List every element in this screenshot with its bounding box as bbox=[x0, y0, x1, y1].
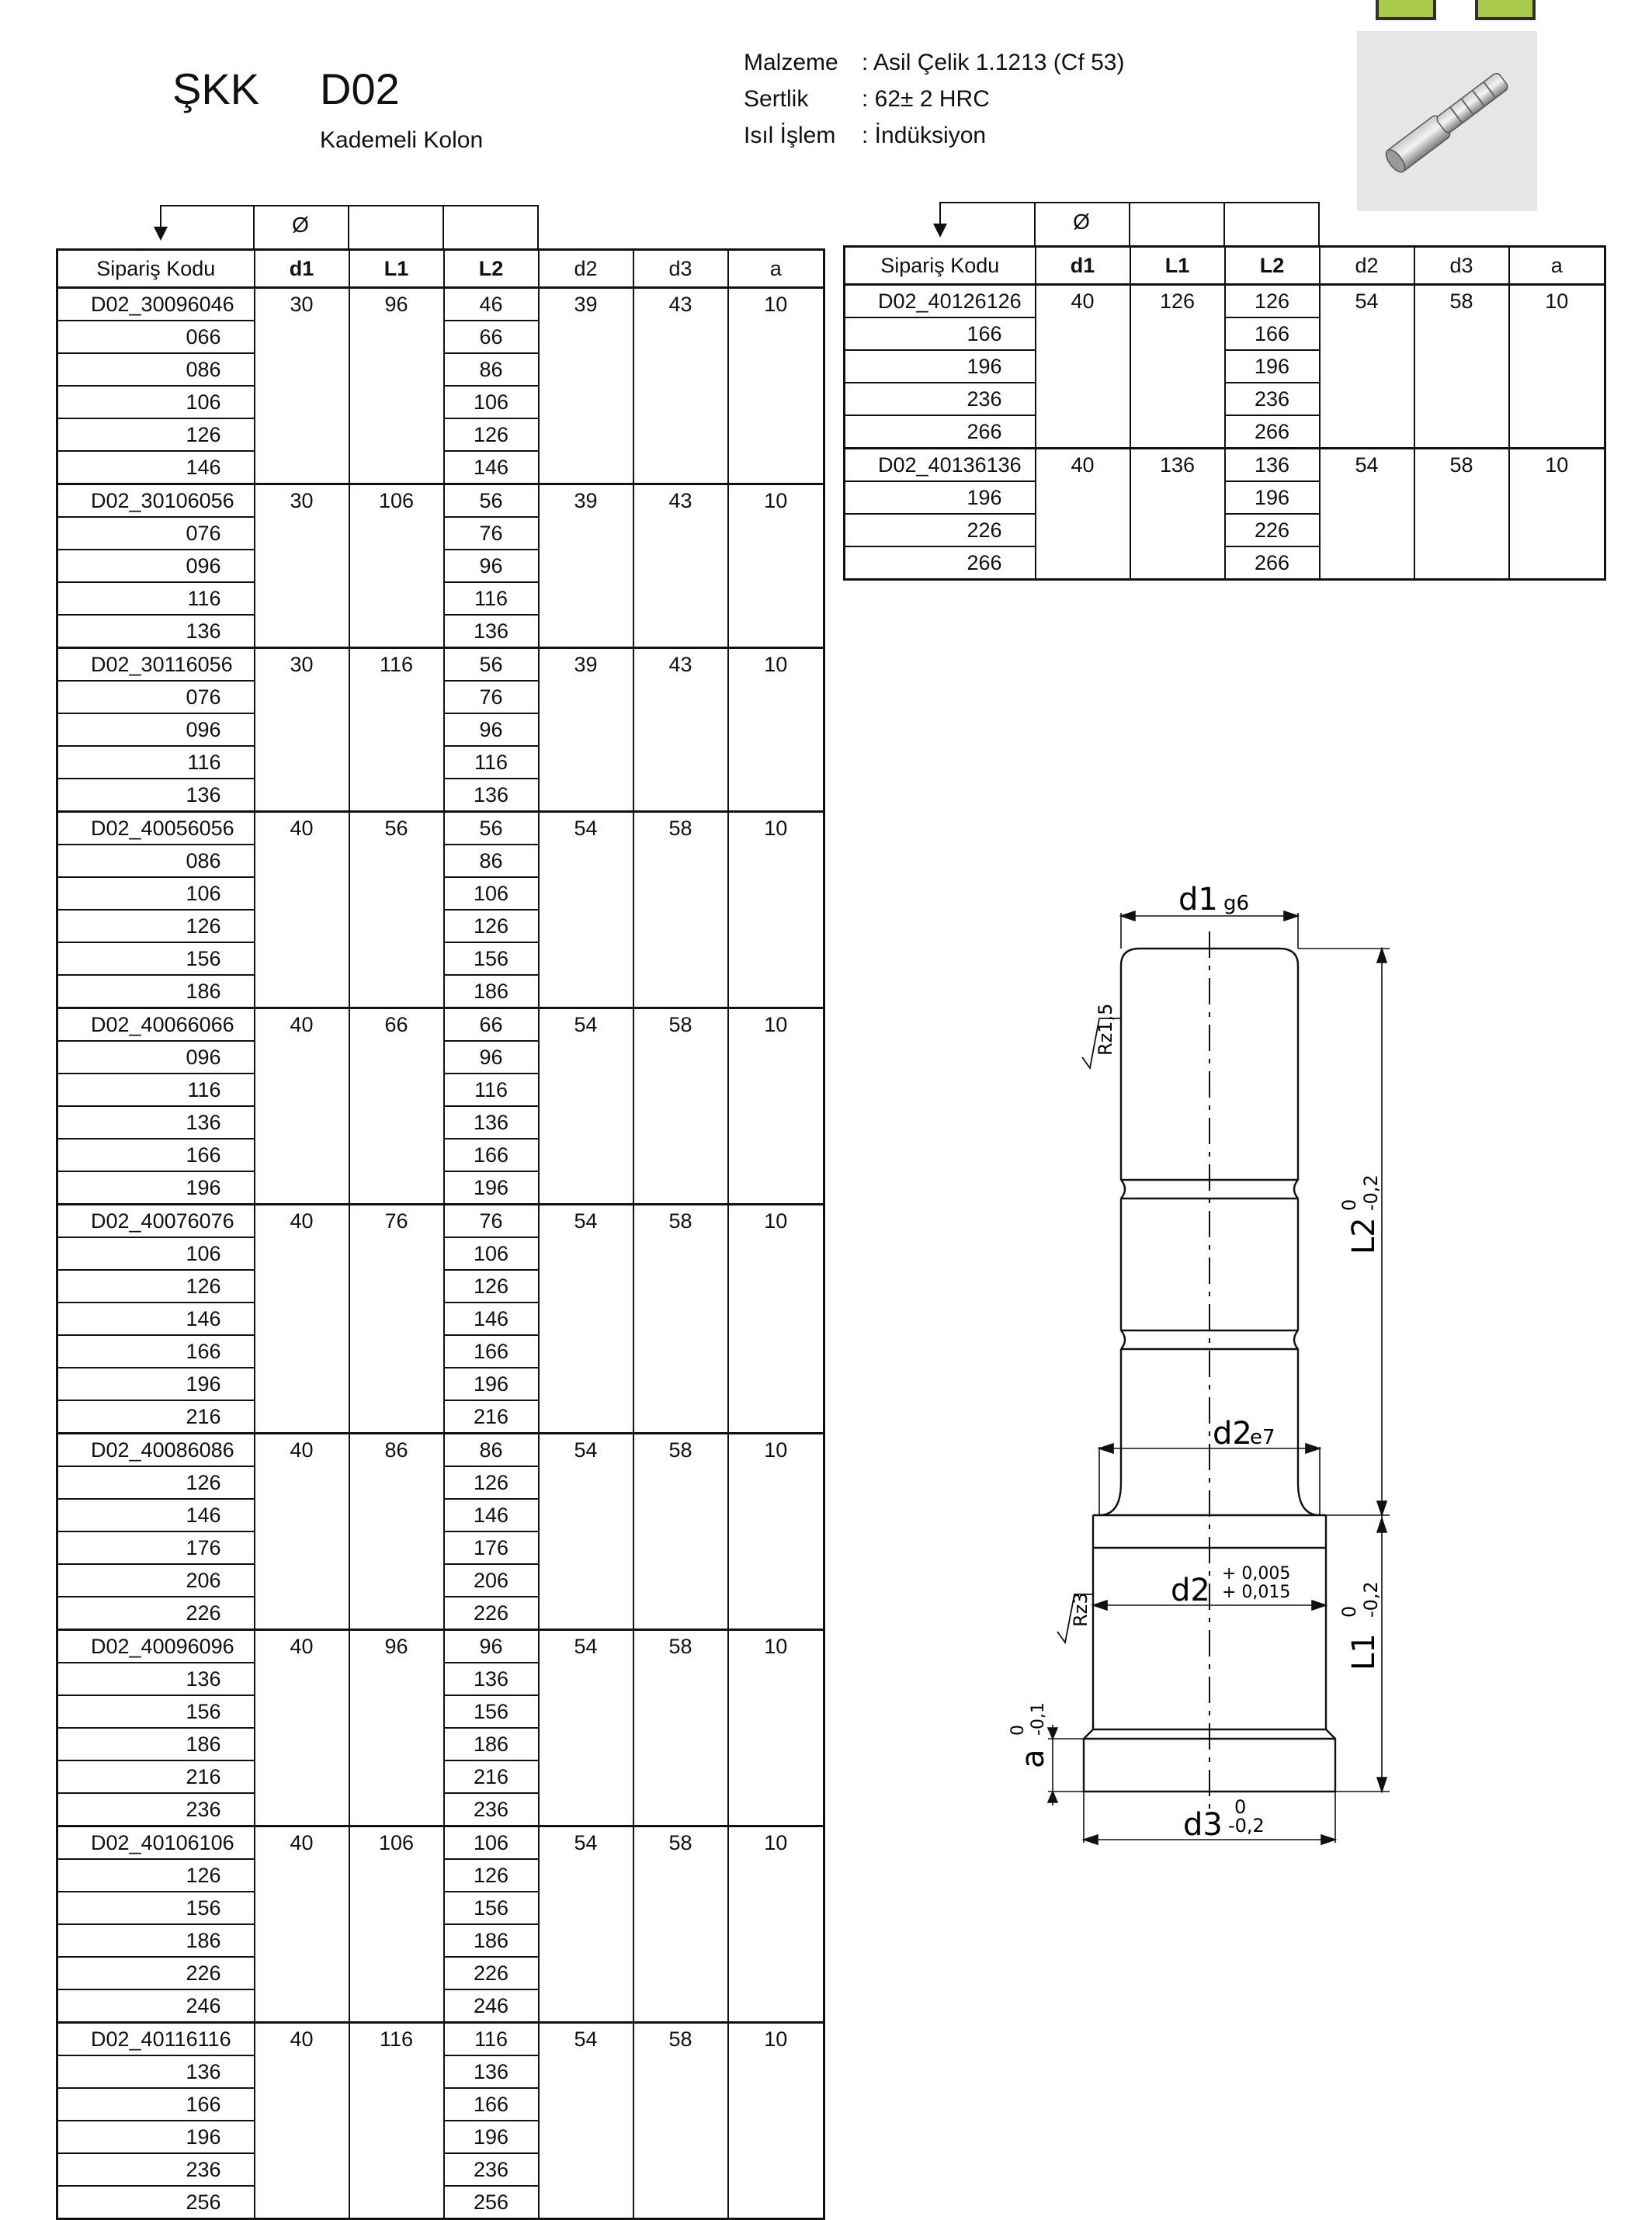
dim-d3: d3 bbox=[1183, 1807, 1223, 1843]
spec-table-right bbox=[843, 245, 1606, 581]
l2-cell: 166 bbox=[444, 2088, 539, 2121]
d2-cell: 54 bbox=[539, 1826, 633, 2023]
a-cell: 10 bbox=[728, 1826, 824, 2023]
col-d1: d1 bbox=[255, 250, 349, 288]
l2-cell: 136 bbox=[1225, 449, 1320, 482]
order-code-cell: 116 bbox=[57, 746, 255, 779]
d1-cell: 40 bbox=[1036, 285, 1130, 449]
l1-cell: 126 bbox=[1130, 285, 1225, 449]
table-row bbox=[57, 1630, 824, 1663]
l2-cell: 106 bbox=[444, 877, 539, 910]
d2-cell: 54 bbox=[539, 2023, 633, 2219]
l1-cell: 96 bbox=[349, 1630, 444, 1826]
l2-cell: 56 bbox=[444, 484, 539, 518]
property-label: Isıl İşlem bbox=[744, 123, 836, 148]
a-cell: 10 bbox=[728, 1434, 824, 1630]
order-code-cell: 086 bbox=[57, 845, 255, 877]
order-code-cell: 136 bbox=[57, 2055, 255, 2088]
order-code-cell: 066 bbox=[57, 321, 255, 353]
order-code-cell: 266 bbox=[845, 546, 1036, 580]
l2-cell: 266 bbox=[1225, 546, 1320, 580]
l2-cell: 216 bbox=[444, 1400, 539, 1434]
l1-cell: 106 bbox=[349, 484, 444, 648]
l2-cell: 156 bbox=[444, 1695, 539, 1728]
l1-cell: 56 bbox=[349, 812, 444, 1008]
l1-cell: 116 bbox=[349, 2023, 444, 2219]
rz-bottom: Rz3 bbox=[1070, 1592, 1092, 1627]
l2-cell: 106 bbox=[444, 386, 539, 418]
d2-cell: 39 bbox=[539, 648, 633, 812]
dim-l2-tol-lower: -0,2 bbox=[1360, 1174, 1382, 1211]
dim-d3-tol-lower: -0,2 bbox=[1228, 1815, 1265, 1837]
a-cell: 10 bbox=[728, 288, 824, 484]
dim-d2: d2 bbox=[1171, 1573, 1210, 1608]
table-row bbox=[57, 1205, 824, 1238]
dim-d2e: d2 bbox=[1213, 1416, 1252, 1452]
a-cell: 10 bbox=[728, 648, 824, 812]
col-d3: d3 bbox=[633, 250, 728, 288]
d3-cell: 58 bbox=[633, 812, 728, 1008]
order-code-cell: 106 bbox=[57, 877, 255, 910]
order-code-cell: 236 bbox=[57, 1793, 255, 1826]
order-code-cell: 146 bbox=[57, 1303, 255, 1335]
order-code-cell: 216 bbox=[57, 1760, 255, 1793]
phi-divider bbox=[442, 205, 444, 248]
a-cell: 10 bbox=[728, 1205, 824, 1434]
phi-divider bbox=[348, 205, 349, 248]
d3-cell: 58 bbox=[633, 1434, 728, 1630]
l2-cell: 226 bbox=[444, 1597, 539, 1630]
d2-cell: 54 bbox=[1320, 449, 1414, 580]
order-code-cell: 246 bbox=[57, 1989, 255, 2023]
order-code-cell: 176 bbox=[57, 1531, 255, 1564]
order-code-cell: 126 bbox=[57, 1270, 255, 1303]
brand-name: ŞKK bbox=[172, 64, 260, 113]
col-d2: d2 bbox=[1320, 247, 1414, 285]
order-code-cell: 136 bbox=[57, 1106, 255, 1139]
l2-cell: 236 bbox=[444, 2153, 539, 2186]
order-code-cell: 206 bbox=[57, 1564, 255, 1597]
l2-cell: 136 bbox=[444, 1663, 539, 1695]
a-cell: 10 bbox=[1509, 285, 1605, 449]
a-cell: 10 bbox=[728, 812, 824, 1008]
l2-cell: 146 bbox=[444, 1499, 539, 1531]
product-subtitle: Kademeli Kolon bbox=[320, 127, 484, 153]
l2-cell: 186 bbox=[444, 1924, 539, 1957]
l1-cell: 86 bbox=[349, 1434, 444, 1630]
property-value: : Asil Çelik 1.1213 (Cf 53) bbox=[862, 50, 1125, 75]
order-code-cell: 196 bbox=[57, 1171, 255, 1205]
d2-cell: 54 bbox=[539, 1434, 633, 1630]
order-code-cell: 136 bbox=[57, 779, 255, 812]
a-cell: 10 bbox=[728, 484, 824, 648]
col-d1: d1 bbox=[1036, 247, 1130, 285]
order-code-cell: 076 bbox=[57, 681, 255, 713]
l2-cell: 196 bbox=[444, 2121, 539, 2153]
d1-cell: 40 bbox=[1036, 449, 1130, 580]
phi-symbol: Ø bbox=[1073, 210, 1090, 234]
order-code-cell: 186 bbox=[57, 1728, 255, 1760]
order-code-cell: 086 bbox=[57, 353, 255, 386]
d1-cell: 40 bbox=[255, 812, 349, 1008]
d2-cell: 54 bbox=[539, 812, 633, 1008]
phi-divider bbox=[1223, 202, 1225, 245]
d3-cell: 43 bbox=[633, 648, 728, 812]
l2-cell: 86 bbox=[444, 845, 539, 877]
dim-d2-tol-upper: + 0,005 bbox=[1222, 1564, 1291, 1583]
col-a: a bbox=[728, 250, 824, 288]
table-row bbox=[57, 1008, 824, 1042]
order-code-cell: D02_40126126 bbox=[845, 285, 1036, 318]
l1-cell: 96 bbox=[349, 288, 444, 484]
order-code-cell: D02_40066066 bbox=[57, 1008, 255, 1042]
l2-cell: 166 bbox=[444, 1335, 539, 1368]
l2-cell: 126 bbox=[444, 1466, 539, 1499]
col-a: a bbox=[1509, 247, 1605, 285]
l2-cell: 216 bbox=[444, 1760, 539, 1793]
l2-cell: 116 bbox=[444, 746, 539, 779]
order-code-cell: 126 bbox=[57, 910, 255, 942]
l2-cell: 266 bbox=[1225, 415, 1320, 449]
l2-cell: 136 bbox=[444, 2055, 539, 2088]
rz-top: Rz1,5 bbox=[1095, 1003, 1116, 1056]
l2-cell: 116 bbox=[444, 1074, 539, 1106]
order-code-cell: 166 bbox=[57, 1335, 255, 1368]
order-code-cell: 166 bbox=[845, 317, 1036, 350]
l2-cell: 126 bbox=[1225, 285, 1320, 318]
d1-cell: 40 bbox=[255, 2023, 349, 2219]
table-row bbox=[57, 1434, 824, 1467]
order-code-cell: 186 bbox=[57, 975, 255, 1008]
d1-cell: 30 bbox=[255, 484, 349, 648]
order-code-cell: 126 bbox=[57, 418, 255, 451]
dim-l2-tol-upper: 0 bbox=[1338, 1198, 1360, 1211]
order-code-cell: 226 bbox=[57, 1597, 255, 1630]
order-code-cell: 196 bbox=[57, 1368, 255, 1400]
l2-cell: 116 bbox=[444, 582, 539, 615]
d2-cell: 39 bbox=[539, 484, 633, 648]
l2-cell: 106 bbox=[444, 1237, 539, 1270]
d1-cell: 40 bbox=[255, 1434, 349, 1630]
col-l2: L2 bbox=[444, 250, 539, 288]
d3-cell: 58 bbox=[633, 1630, 728, 1826]
d3-cell: 43 bbox=[633, 288, 728, 484]
order-code-cell: 156 bbox=[57, 1892, 255, 1924]
order-code-cell: 136 bbox=[57, 1663, 255, 1695]
dim-l1-tol-lower: -0,2 bbox=[1360, 1581, 1382, 1618]
l2-cell: 126 bbox=[444, 1270, 539, 1303]
d3-cell: 58 bbox=[1414, 449, 1509, 580]
l2-cell: 166 bbox=[1225, 317, 1320, 350]
order-code-cell: 236 bbox=[845, 383, 1036, 415]
l2-cell: 96 bbox=[444, 550, 539, 582]
l2-cell: 206 bbox=[444, 1564, 539, 1597]
l2-cell: 236 bbox=[1225, 383, 1320, 415]
l2-cell: 176 bbox=[444, 1531, 539, 1564]
table-row bbox=[845, 449, 1605, 482]
l2-cell: 66 bbox=[444, 1008, 539, 1042]
col-d2: d2 bbox=[539, 250, 633, 288]
l2-cell: 196 bbox=[444, 1368, 539, 1400]
technical-drawing bbox=[994, 869, 1428, 1863]
order-code-cell: D02_30106056 bbox=[57, 484, 255, 518]
l2-cell: 226 bbox=[1225, 514, 1320, 546]
table-row bbox=[57, 1826, 824, 1860]
l2-cell: 66 bbox=[444, 321, 539, 353]
col-order-code: Sipariş Kodu bbox=[57, 250, 255, 288]
col-l1: L1 bbox=[1130, 247, 1225, 285]
stepped-pillar-image bbox=[1357, 31, 1537, 211]
d3-cell: 58 bbox=[633, 1008, 728, 1205]
d2-cell: 54 bbox=[539, 1630, 633, 1826]
l2-cell: 56 bbox=[444, 812, 539, 845]
dim-a-tol-lower: -0,1 bbox=[1029, 1702, 1048, 1736]
l1-cell: 136 bbox=[1130, 449, 1225, 580]
l2-cell: 126 bbox=[444, 1859, 539, 1892]
l1-cell: 66 bbox=[349, 1008, 444, 1205]
order-code-cell: 106 bbox=[57, 1237, 255, 1270]
order-code-cell: D02_40076076 bbox=[57, 1205, 255, 1238]
property-label: Sertlik bbox=[744, 86, 809, 112]
order-code-cell: 126 bbox=[57, 1859, 255, 1892]
logo-fragment-right bbox=[1475, 0, 1536, 20]
table-row bbox=[57, 2023, 824, 2056]
l2-cell: 226 bbox=[444, 1957, 539, 1989]
l2-cell: 96 bbox=[444, 1041, 539, 1074]
dim-d2-tol-lower: + 0,015 bbox=[1222, 1583, 1291, 1602]
l2-cell: 86 bbox=[444, 1434, 539, 1467]
table-header-row bbox=[57, 250, 824, 288]
dim-d1: d1 bbox=[1178, 882, 1218, 917]
order-code-cell: 146 bbox=[57, 1499, 255, 1531]
l2-cell: 86 bbox=[444, 353, 539, 386]
col-d3: d3 bbox=[1414, 247, 1509, 285]
dim-l2: L2 bbox=[1346, 1217, 1382, 1254]
order-code-cell: 196 bbox=[57, 2121, 255, 2153]
l2-cell: 126 bbox=[444, 910, 539, 942]
order-code-cell: 236 bbox=[57, 2153, 255, 2186]
dim-d1-tol: g6 bbox=[1223, 892, 1250, 915]
l2-cell: 236 bbox=[444, 1793, 539, 1826]
l2-cell: 96 bbox=[444, 713, 539, 746]
l2-cell: 76 bbox=[444, 681, 539, 713]
d1-cell: 40 bbox=[255, 1205, 349, 1434]
d3-cell: 43 bbox=[633, 484, 728, 648]
order-code-cell: 196 bbox=[845, 481, 1036, 514]
arrow-down-icon bbox=[154, 227, 168, 241]
order-code-cell: 116 bbox=[57, 582, 255, 615]
d2-cell: 39 bbox=[539, 288, 633, 484]
order-code-cell: 146 bbox=[57, 451, 255, 484]
d3-cell: 58 bbox=[633, 1826, 728, 2023]
l2-cell: 126 bbox=[444, 418, 539, 451]
col-order-code: Sipariş Kodu bbox=[845, 247, 1036, 285]
order-code-cell: 266 bbox=[845, 415, 1036, 449]
d3-cell: 58 bbox=[1414, 285, 1509, 449]
dim-a-tol-upper: 0 bbox=[1008, 1725, 1028, 1736]
order-code-cell: D02_40056056 bbox=[57, 812, 255, 845]
order-code-cell: 256 bbox=[57, 2186, 255, 2219]
l2-cell: 196 bbox=[1225, 481, 1320, 514]
table-row bbox=[57, 812, 824, 845]
order-code-cell: 196 bbox=[845, 350, 1036, 383]
dim-l1: L1 bbox=[1346, 1633, 1382, 1670]
order-code-arrow bbox=[160, 205, 255, 230]
l2-cell: 136 bbox=[444, 779, 539, 812]
order-code-cell: 076 bbox=[57, 517, 255, 550]
l2-cell: 76 bbox=[444, 1205, 539, 1238]
d1-cell: 40 bbox=[255, 1826, 349, 2023]
order-code-cell: D02_40096096 bbox=[57, 1630, 255, 1663]
d1-cell: 40 bbox=[255, 1630, 349, 1826]
order-code-cell: 226 bbox=[845, 514, 1036, 546]
a-cell: 10 bbox=[1509, 449, 1605, 580]
order-code-cell: 226 bbox=[57, 1957, 255, 1989]
l2-cell: 46 bbox=[444, 288, 539, 321]
a-cell: 10 bbox=[728, 2023, 824, 2219]
phi-symbol: Ø bbox=[292, 213, 309, 237]
l2-cell: 146 bbox=[444, 451, 539, 484]
table-header-row bbox=[845, 247, 1605, 285]
l1-cell: 76 bbox=[349, 1205, 444, 1434]
l2-cell: 116 bbox=[444, 2023, 539, 2056]
order-code-cell: 096 bbox=[57, 713, 255, 746]
table-row bbox=[845, 285, 1605, 318]
arrow-down-icon bbox=[933, 224, 947, 238]
dim-l1-tol-upper: 0 bbox=[1338, 1605, 1360, 1618]
d1-cell: 40 bbox=[255, 1008, 349, 1205]
product-code: D02 bbox=[320, 64, 400, 113]
order-code-cell: D02_30116056 bbox=[57, 648, 255, 682]
l2-cell: 76 bbox=[444, 517, 539, 550]
order-code-cell: 126 bbox=[57, 1466, 255, 1499]
table-row bbox=[57, 648, 824, 682]
l2-cell: 156 bbox=[444, 1892, 539, 1924]
order-code-cell: 166 bbox=[57, 1139, 255, 1171]
order-code-cell: 106 bbox=[57, 386, 255, 418]
l2-cell: 186 bbox=[444, 1728, 539, 1760]
order-code-cell: 136 bbox=[57, 615, 255, 648]
col-l2: L2 bbox=[1225, 247, 1320, 285]
a-cell: 10 bbox=[728, 1008, 824, 1205]
phi-divider bbox=[1129, 202, 1130, 245]
dim-d3-tol-upper: 0 bbox=[1234, 1796, 1247, 1818]
d1-cell: 30 bbox=[255, 648, 349, 812]
property-value: : 62± 2 HRC bbox=[862, 86, 990, 112]
table-row bbox=[57, 288, 824, 321]
order-code-cell: 096 bbox=[57, 550, 255, 582]
property-value: : İndüksiyon bbox=[862, 123, 987, 148]
l2-cell: 196 bbox=[444, 1171, 539, 1205]
order-code-cell: D02_30096046 bbox=[57, 288, 255, 321]
l1-cell: 116 bbox=[349, 648, 444, 812]
order-code-cell: D02_40136136 bbox=[845, 449, 1036, 482]
product-photo bbox=[1357, 31, 1537, 211]
order-code-cell: 216 bbox=[57, 1400, 255, 1434]
l2-cell: 186 bbox=[444, 975, 539, 1008]
l2-cell: 56 bbox=[444, 648, 539, 682]
logo-fragment-left bbox=[1376, 0, 1436, 20]
order-code-cell: D02_40116116 bbox=[57, 2023, 255, 2056]
l2-cell: 96 bbox=[444, 1630, 539, 1663]
order-code-cell: D02_40086086 bbox=[57, 1434, 255, 1467]
l2-cell: 166 bbox=[444, 1139, 539, 1171]
property-label: Malzeme bbox=[744, 50, 838, 75]
d3-cell: 58 bbox=[633, 1205, 728, 1434]
l2-cell: 246 bbox=[444, 1989, 539, 2023]
dim-a: a bbox=[1015, 1749, 1051, 1768]
l2-cell: 146 bbox=[444, 1303, 539, 1335]
a-cell: 10 bbox=[728, 1630, 824, 1826]
order-code-cell: 096 bbox=[57, 1041, 255, 1074]
order-code-cell: 166 bbox=[57, 2088, 255, 2121]
order-code-arrow-right bbox=[939, 202, 1036, 227]
l2-cell: 156 bbox=[444, 942, 539, 975]
order-code-cell: 156 bbox=[57, 1695, 255, 1728]
d3-cell: 58 bbox=[633, 2023, 728, 2219]
d2-cell: 54 bbox=[1320, 285, 1414, 449]
l2-cell: 196 bbox=[1225, 350, 1320, 383]
l2-cell: 136 bbox=[444, 615, 539, 648]
l2-cell: 136 bbox=[444, 1106, 539, 1139]
d2-cell: 54 bbox=[539, 1008, 633, 1205]
order-code-cell: 186 bbox=[57, 1924, 255, 1957]
l2-cell: 106 bbox=[444, 1826, 539, 1860]
d1-cell: 30 bbox=[255, 288, 349, 484]
d2-cell: 54 bbox=[539, 1205, 633, 1434]
col-l1: L1 bbox=[349, 250, 444, 288]
order-code-cell: 156 bbox=[57, 942, 255, 975]
table-row bbox=[57, 484, 824, 518]
l2-cell: 256 bbox=[444, 2186, 539, 2219]
l1-cell: 106 bbox=[349, 1826, 444, 2023]
dim-d2e-tol: e7 bbox=[1250, 1426, 1275, 1449]
spec-table-left bbox=[56, 248, 825, 2220]
order-code-cell: 116 bbox=[57, 1074, 255, 1106]
order-code-cell: D02_40106106 bbox=[57, 1826, 255, 1860]
